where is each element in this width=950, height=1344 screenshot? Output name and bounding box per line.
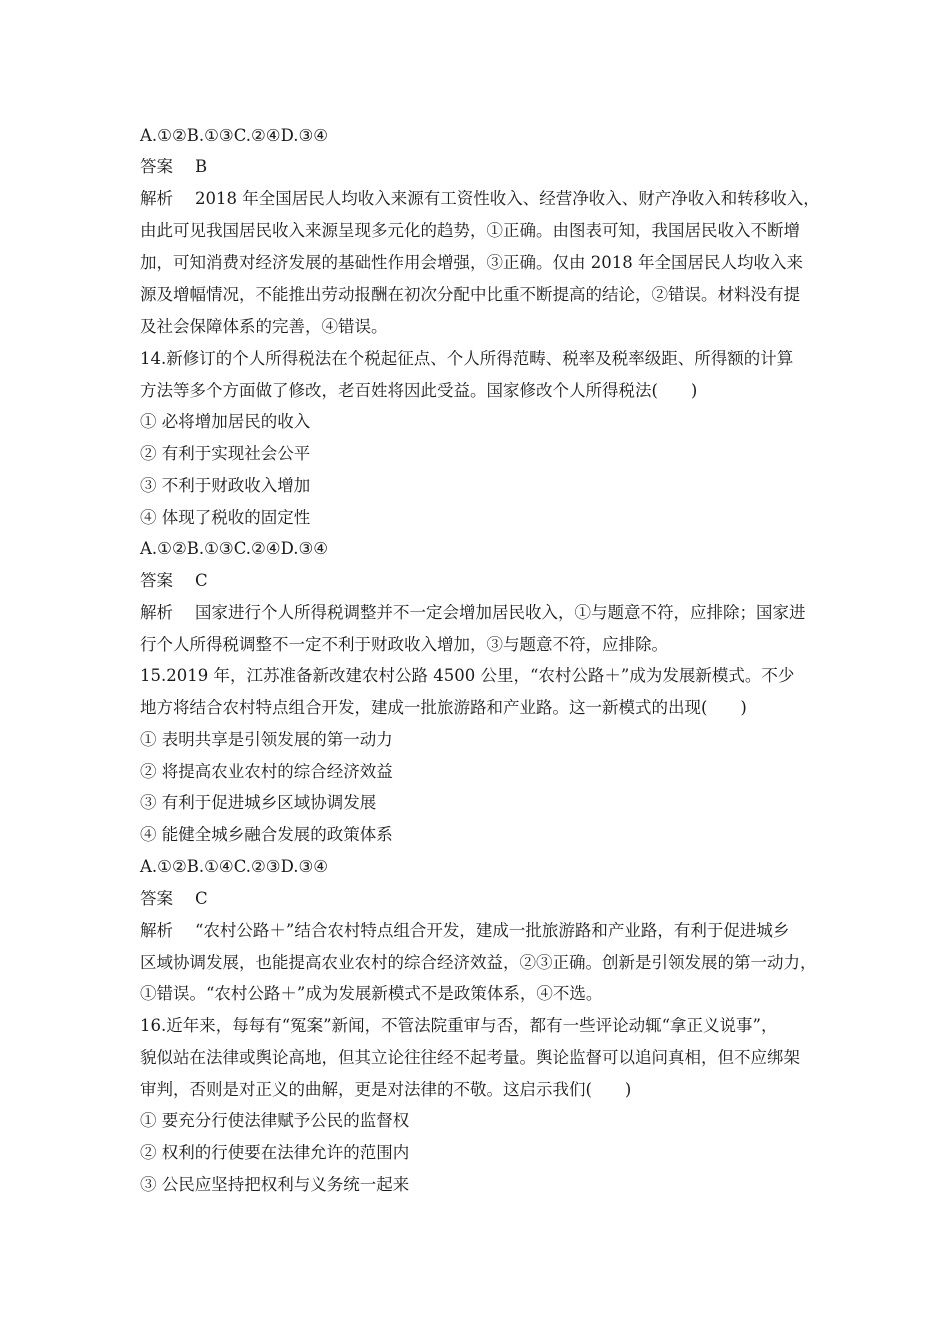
q14-item: ④ 体现了税收的固定性 [140,508,311,527]
q15-analysis-line: ①错误。“农村公路＋”成为发展新模式不是政策体系，④不选。 [140,984,603,1003]
q15-item: ② 将提高农业农村的综合经济效益 [140,762,393,781]
q16-stem-line: 16.近年来，每每有“冤案”新闻，不管法院重审与否，都有一些评论动辄“拿正义说事”， [140,1016,778,1035]
q15-answer-value: C [195,889,208,908]
q14-stem-line: 方法等多个方面做了修改，老百姓将因此受益。国家修改个人所得税法( ) [140,381,698,400]
q15-answer-label: 答案 [140,889,173,908]
q13-answer [140,156,207,178]
q14-stem-line: 14.新修订的个人所得税法在个税起征点、个人所得范畴、税率及税率级距、所得额的计算 [140,349,794,368]
q16-item: ③ 公民应坚持把权利与义务统一起来 [140,1175,410,1194]
q16-stem-line: 审判，否则是对正义的曲解，更是对法律的不敬。这启示我们( ) [140,1080,632,1099]
q15-answer [140,888,208,910]
q13-answer-label: 答案 [140,157,173,176]
q14-analysis-label: 解析 [140,603,173,622]
q14-item: ① 必将增加居民的收入 [140,412,311,431]
q15-analysis-label: 解析 [140,921,173,940]
q16-item: ① 要充分行使法律赋予公民的监督权 [140,1111,410,1130]
q15-item: ① 表明共享是引领发展的第一动力 [140,730,393,749]
q13-analysis-line [140,188,820,210]
q15-analysis-line: 区域协调发展，也能提高农业农村的综合经济效益，②③正确。创新是引领发展的第一动力， [140,953,817,972]
q14-answer-label: 答案 [140,571,173,590]
q14-analysis-text: 国家进行个人所得税调整并不一定会增加居民收入，①与题意不符，应排除；国家进 [195,603,806,622]
q15-analysis-line [140,920,789,942]
q13-options: A.①②B.①③C.②④D.③④ [140,126,329,145]
q14-item: ③ 不利于财政收入增加 [140,476,311,495]
q13-analysis-line: 由此可见我国居民收入来源呈现多元化的趋势，①正确。由图表可知，我国居民收入不断增 [140,221,800,240]
q15-analysis-text: “农村公路＋”结合农村特点组合开发，建成一批旅游路和产业路，有利于促进城乡 [195,921,790,940]
q16-stem-line: 貌似站在法律或舆论高地，但其立论往往经不起考量。舆论监督可以追问真相，但不应绑架 [140,1048,800,1067]
q13-analysis-line: 及社会保障体系的完善，④错误。 [140,317,388,336]
q14-options: A.①②B.①③C.②④D.③④ [140,539,329,558]
q13-analysis-line: 源及增幅情况，不能推出劳动报酬在初次分配中比重不断提高的结论，②错误。材料没有提 [140,285,800,304]
q14-answer-value: C [195,571,208,590]
q14-answer [140,570,208,592]
q14-analysis-line: 行个人所得税调整不一定不利于财政收入增加，③与题意不符，应排除。 [140,635,668,654]
q15-stem-line: 地方将结合农村特点组合开发，建成一批旅游路和产业路。这一新模式的出现( ) [140,698,747,717]
q15-item: ④ 能健全城乡融合发展的政策体系 [140,825,393,844]
q14-item: ② 有利于实现社会公平 [140,444,311,463]
q13-analysis-line: 加，可知消费对经济发展的基础性作用会增强，③正确。仅由 2018 年全国居民人均收入来 [140,253,803,272]
q15-options: A.①②B.①④C.②③D.③④ [140,857,329,876]
q15-stem-line: 15.2019 年，江苏准备新改建农村公路 4500 公里，“农村公路＋”成为发展新模式。不少 [140,666,795,685]
q16-item: ② 权利的行使要在法律允许的范围内 [140,1143,410,1162]
q15-item: ③ 有利于促进城乡区域协调发展 [140,793,377,812]
q13-analysis-label: 解析 [140,189,173,208]
q13-analysis-text: 2018 年全国居民人均收入来源有工资性收入、经营净收入、财产净收入和转移收入， [195,189,820,208]
q13-answer-value: B [195,157,208,176]
q14-analysis-line [140,602,806,624]
